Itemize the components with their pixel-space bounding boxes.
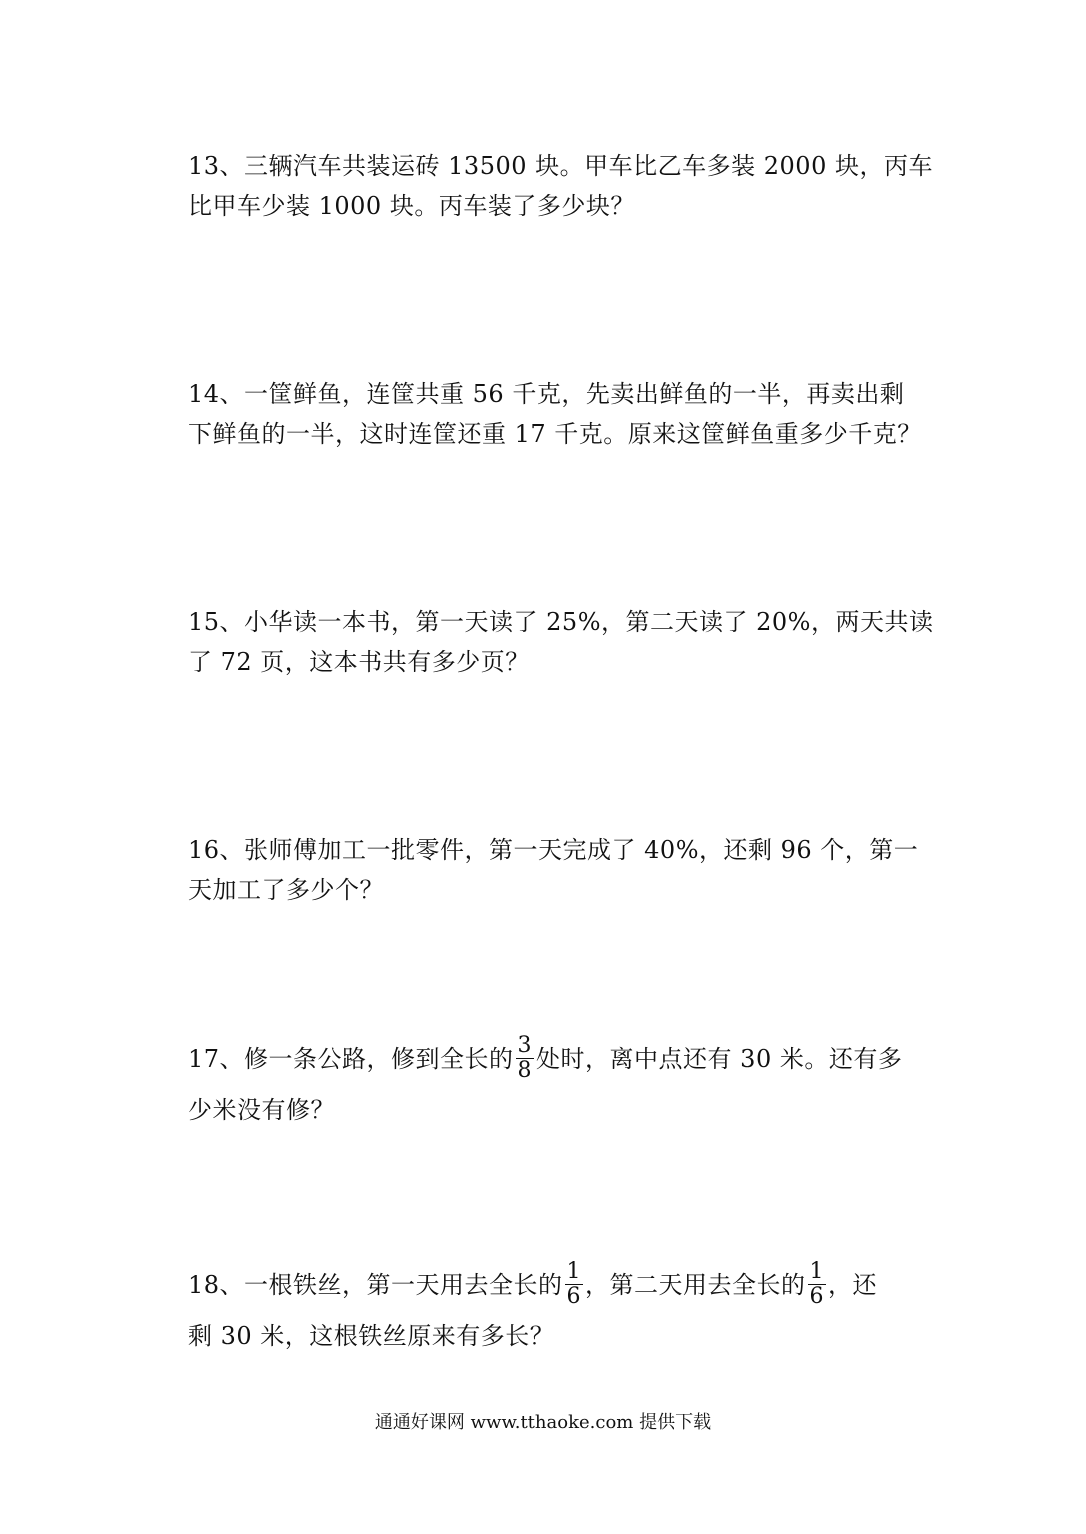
problem-18-line-2: 剩 30 米，这根铁丝原来有多长？: [188, 1322, 555, 1350]
fraction-numerator: 3: [517, 1033, 533, 1058]
fraction-denominator: 8: [517, 1058, 533, 1083]
problem-13-line-2: 比甲车少装 1000 块。丙车装了多少块？: [188, 192, 635, 220]
problem-16: [188, 830, 919, 910]
fraction-1-6-second: [808, 1260, 827, 1309]
problem-13: [188, 146, 933, 226]
problem-13-line-1: 13、三辆汽车共装运砖 13500 块。甲车比乙车多装 2000 块，丙车: [188, 152, 933, 180]
problem-17-line-1: [188, 1028, 908, 1090]
fraction-3-8: [516, 1034, 535, 1083]
problem-18-text-part2: ，第二天用去全长的: [585, 1271, 806, 1299]
problem-17-text-before: 17、修一条公路，修到全长的: [188, 1045, 514, 1073]
problem-18-text-part1: 18、一根铁丝，第一天用去全长的: [188, 1271, 563, 1299]
problem-18-text-part3: ，还: [828, 1271, 878, 1299]
page-footer: 通通好课网 www.tthaoke.com 提供下载: [374, 1412, 712, 1433]
fraction-numerator: 1: [566, 1259, 582, 1284]
problem-18: [188, 1254, 908, 1356]
problem-14: [188, 374, 922, 454]
problem-15-line-1: 15、小华读一本书，第一天读了 25%，第二天读了 20%，两天共读: [188, 608, 934, 636]
problem-14-line-1: 14、一筐鲜鱼，连筐共重 56 千克，先卖出鲜鱼的一半，再卖出剩: [188, 380, 905, 408]
problem-18-line-1: [188, 1254, 908, 1316]
problem-14-line-2: 下鲜鱼的一半，这时连筐还重 17 千克。原来这筐鲜鱼重多少千克？: [188, 420, 922, 448]
problem-16-line-2: 天加工了多少个？: [188, 876, 384, 904]
fraction-numerator: 1: [809, 1259, 825, 1284]
fraction-denominator: 6: [566, 1284, 582, 1309]
problem-16-line-1: 16、张师傅加工一批零件，第一天完成了 40%，还剩 96 个，第一: [188, 836, 919, 864]
problem-17-line-2: 少米没有修？: [188, 1096, 335, 1124]
problem-17-text-after: 处时，离中点还有 30 米。还有多: [536, 1045, 903, 1073]
problem-17: [188, 1028, 908, 1130]
fraction-denominator: 6: [809, 1284, 825, 1309]
problem-15: [188, 602, 934, 682]
problem-15-line-2: 了 72 页，这本书共有多少页？: [188, 648, 530, 676]
fraction-1-6-first: [565, 1260, 584, 1309]
